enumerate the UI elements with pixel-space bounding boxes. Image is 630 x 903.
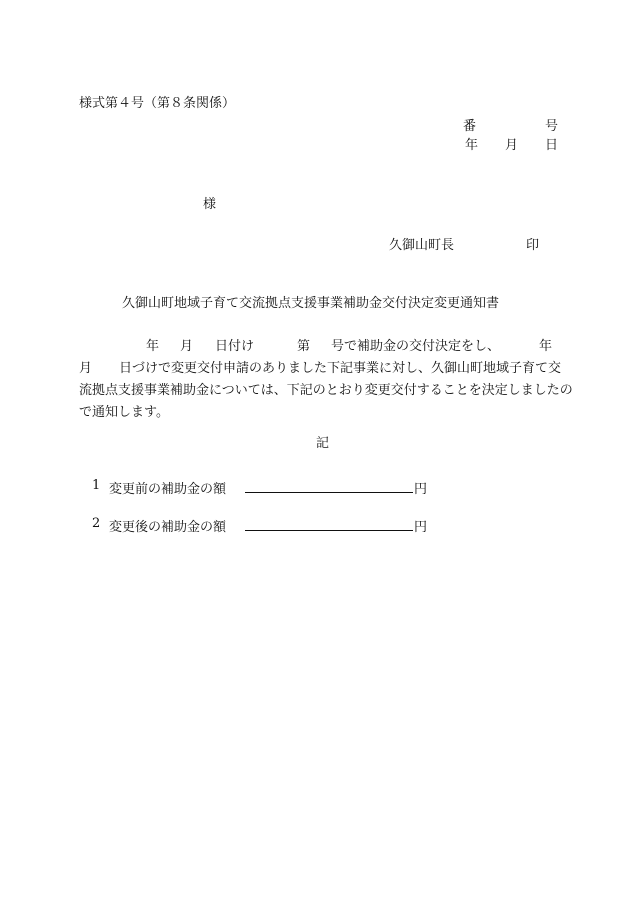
body-line-2 [79, 358, 562, 380]
number-ban-label: 番 [463, 119, 477, 134]
body-year2-label: 年 [539, 339, 553, 354]
date-day-label: 日 [545, 138, 559, 153]
amount-blank-line [245, 530, 413, 531]
issuer-name: 久御山町長 [389, 238, 455, 253]
body-line1-text: 号で補助金の交付決定をし、 [331, 339, 501, 354]
addressee-suffix: 様 [203, 197, 217, 212]
body-line-4 [79, 402, 553, 424]
amount-blank-line [245, 492, 413, 493]
body-line2-text: 日づけで変更交付申請のありました下記事業に対し、久御山町地域子育て交 [119, 361, 562, 376]
ki-heading: 記 [316, 436, 330, 451]
seal-mark: 印 [526, 238, 540, 253]
item-unit: 円 [414, 482, 428, 497]
date-year-label: 年 [465, 138, 479, 153]
item-label: 変更前の補助金の額 [109, 482, 227, 497]
body-month2-label: 月 [79, 361, 93, 376]
amount-before-item [92, 478, 432, 497]
form-number: 様式第４号（第８条関係） [79, 96, 236, 111]
body-month-label: 月 [180, 339, 194, 354]
body-dai-label: 第 [297, 339, 311, 354]
body-line-1 [79, 336, 553, 358]
item-unit: 円 [414, 520, 428, 535]
body-dated-label: 日付け [215, 339, 255, 354]
item-number: 1 [92, 478, 101, 493]
body-line4-text: で通知します。 [79, 405, 169, 420]
body-line3-text: 流拠点支援事業補助金については、下記のとおり変更交付することを決定しましたの [79, 383, 573, 398]
amount-after-item [92, 516, 432, 535]
date-month-label: 月 [505, 138, 519, 153]
body-year-label: 年 [146, 339, 160, 354]
item-number: 2 [92, 516, 101, 531]
document-title: 久御山町地域子育て交流拠点支援事業補助金交付決定変更通知書 [122, 296, 500, 311]
body-line-3 [79, 380, 573, 402]
item-label: 変更後の補助金の額 [109, 520, 227, 535]
notice-body [79, 336, 573, 424]
number-go-label: 号 [545, 119, 559, 134]
